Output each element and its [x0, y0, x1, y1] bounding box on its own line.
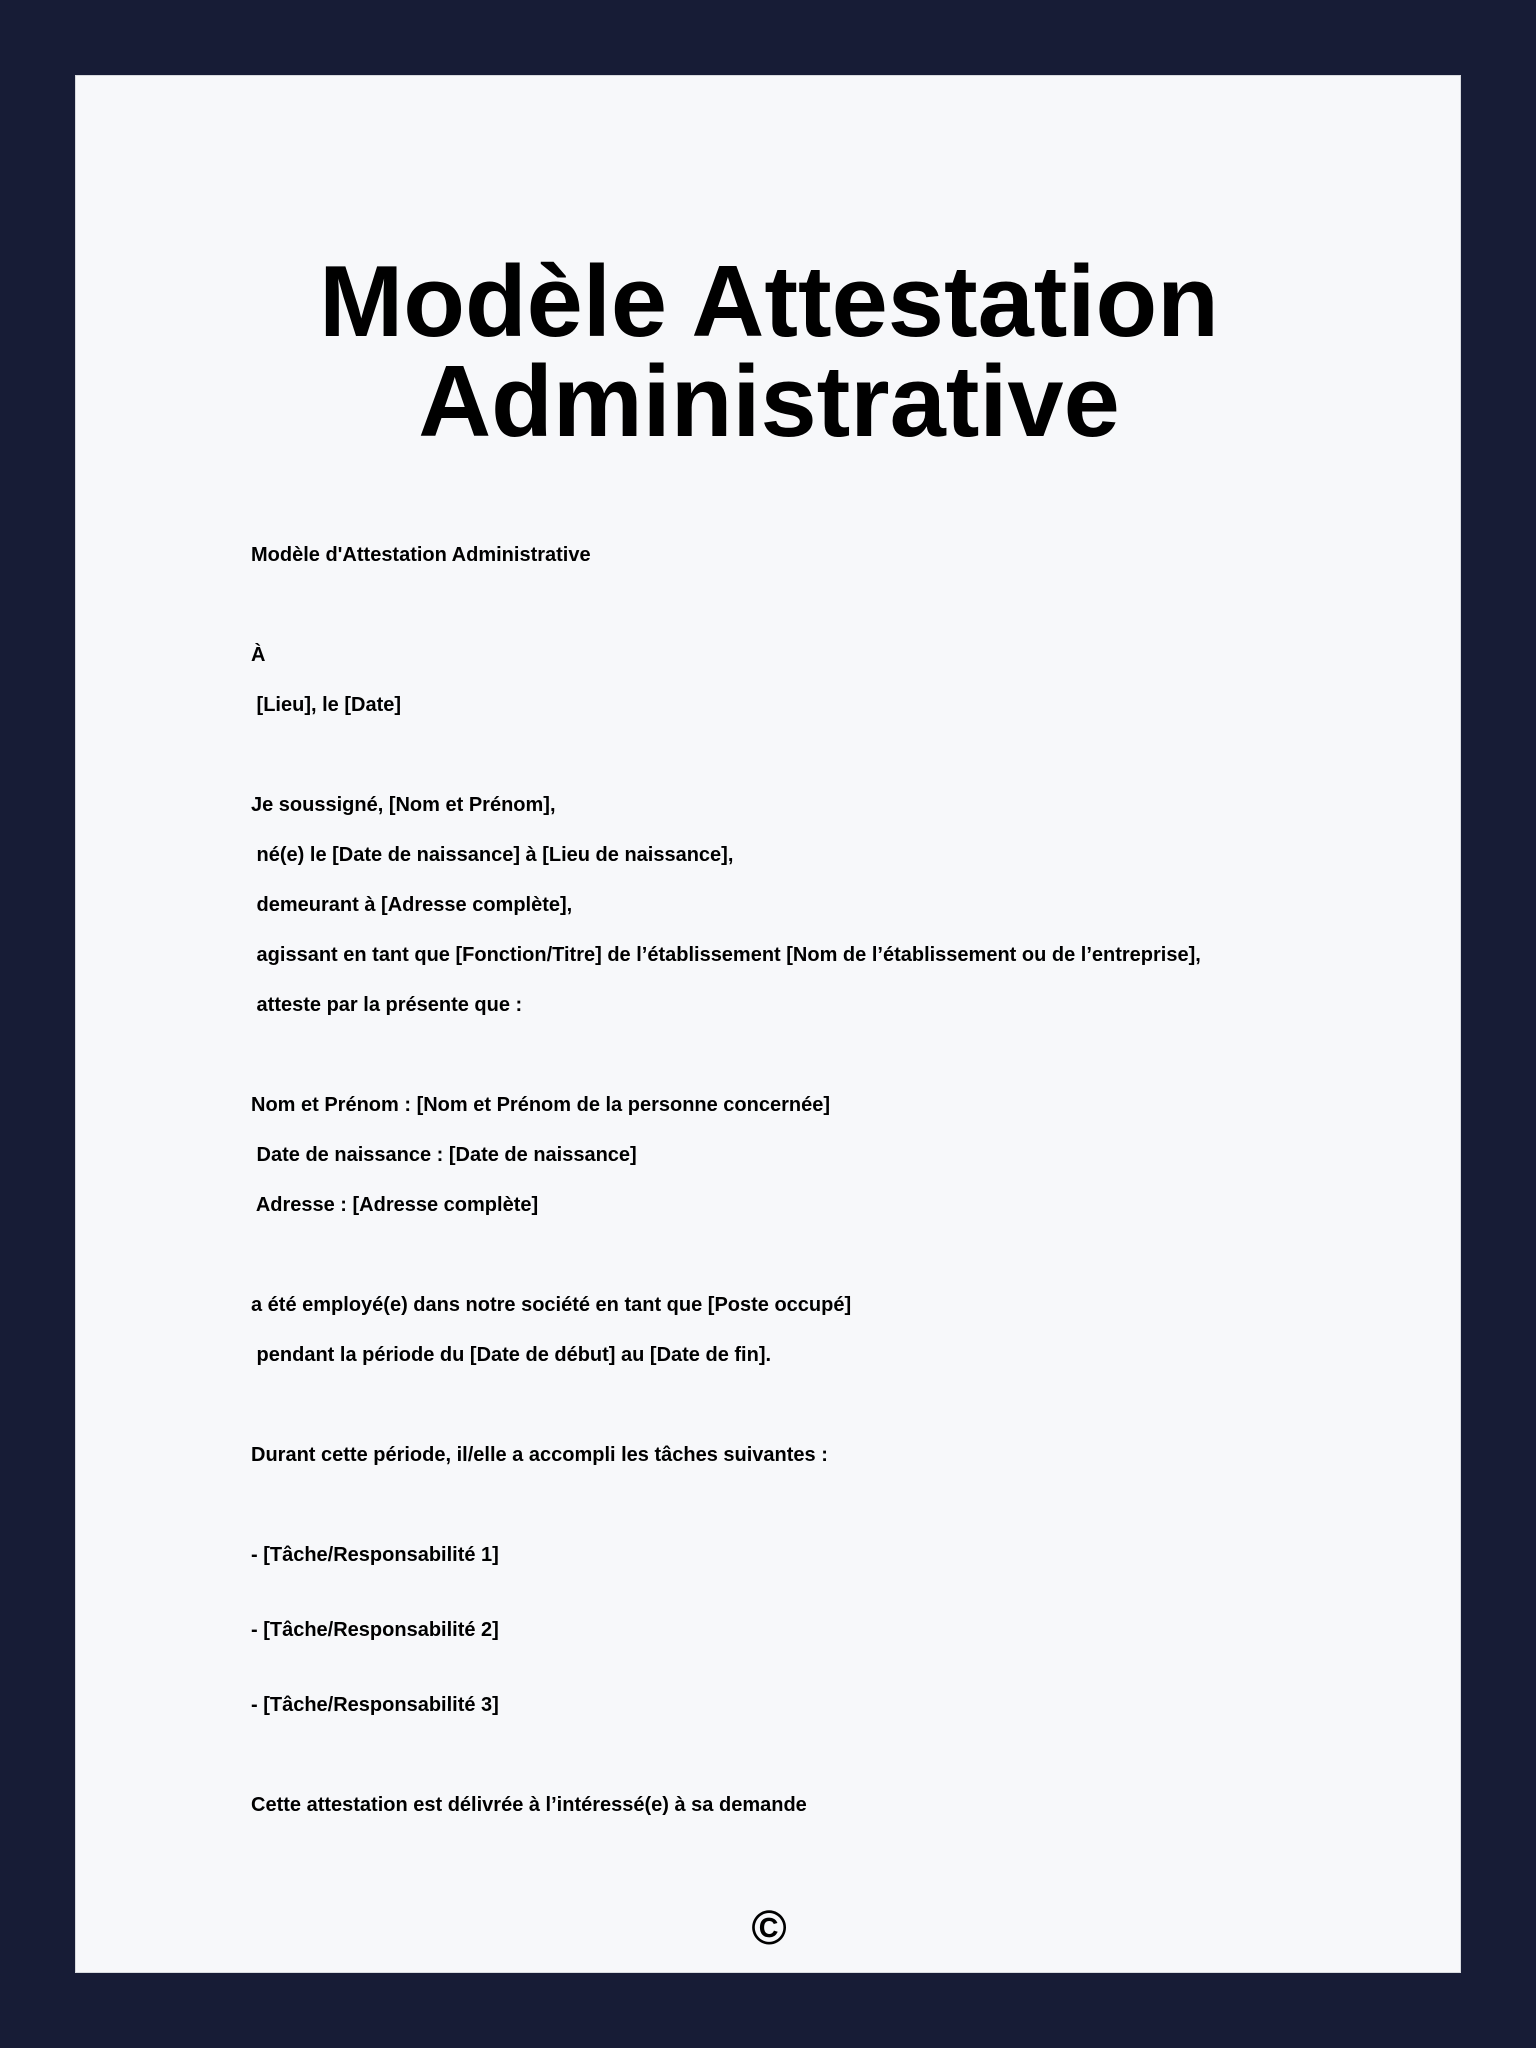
template-heading: Modèle d'Attestation Administrative	[251, 544, 591, 566]
signatory-address-line: demeurant à [Adresse complète],	[251, 894, 573, 916]
employment-period-line: pendant la période du [Date de début] au [Date de fin].	[251, 1344, 772, 1366]
attestation-intro-line: atteste par la présente que :	[251, 994, 523, 1016]
document-title-line-1: Modèle Attestation	[319, 246, 1219, 358]
recipient-line: À	[251, 644, 266, 666]
copyright-icon: ©	[751, 1902, 787, 1955]
document-title	[76, 246, 1462, 458]
task-item-1: - [Tâche/Responsabilité 1]	[251, 1544, 499, 1566]
signatory-birth-line: né(e) le [Date de naissance] à [Lieu de naissance],	[251, 844, 734, 866]
document-page	[75, 75, 1461, 1973]
person-birthdate-line: Date de naissance : [Date de naissance]	[251, 1144, 637, 1166]
closing-line: Cette attestation est délivrée à l’intéressé(e) à sa demande	[251, 1794, 807, 1816]
signatory-name-line: Je soussigné, [Nom et Prénom],	[251, 794, 556, 816]
task-item-3: - [Tâche/Responsabilité 3]	[251, 1694, 499, 1716]
tasks-intro-line: Durant cette période, il/elle a accompli les tâches suivantes :	[251, 1444, 828, 1466]
document-title-line-2: Administrative	[418, 346, 1120, 458]
employment-position-line: a été employé(e) dans notre société en tant que [Poste occupé]	[251, 1294, 852, 1316]
signatory-function-line: agissant en tant que [Fonction/Titre] de l’établissement [Nom de l’établissement ou de l’entreprise],	[251, 944, 1201, 966]
person-name-line: Nom et Prénom : [Nom et Prénom de la personne concernée]	[251, 1094, 831, 1116]
place-date-line: [Lieu], le [Date]	[251, 694, 402, 716]
person-address-line: Adresse : [Adresse complète]	[251, 1194, 539, 1216]
task-item-2: - [Tâche/Responsabilité 2]	[251, 1619, 499, 1641]
